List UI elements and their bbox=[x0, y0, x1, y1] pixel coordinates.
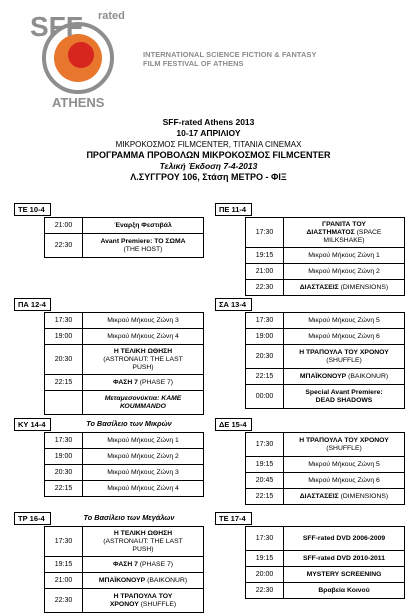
screening-title: Έναρξη Φεστιβάλ bbox=[114, 221, 172, 229]
table-row bbox=[44, 345, 204, 375]
screening-title: ΔΙΑΣΤΑΣΕΙΣ bbox=[299, 492, 339, 500]
screening-title: MYSTERY SCREENING bbox=[306, 570, 382, 578]
day-label: ΚΥ 14-4 bbox=[14, 418, 51, 431]
header-edition: Τελική Έκδοση 7-4-2013 bbox=[159, 161, 258, 171]
festival-name bbox=[143, 50, 316, 68]
screening-time: 17:30 bbox=[45, 313, 83, 328]
screening-time: 17:30 bbox=[246, 527, 284, 550]
screening-time: 22:30 bbox=[45, 589, 83, 612]
screening-subtitle-cont: PUSH) bbox=[132, 545, 154, 553]
day-label: ΣΑ 13-4 bbox=[215, 298, 252, 311]
screening-time: 22:15 bbox=[246, 369, 284, 384]
screening-time: 17:30 bbox=[45, 527, 83, 556]
table-row bbox=[44, 526, 204, 557]
screening-title: Μικρού Μήκους Ζώνη 6 bbox=[308, 476, 380, 484]
table-row bbox=[44, 391, 204, 415]
screening-time: 20:30 bbox=[246, 345, 284, 368]
table-row bbox=[44, 465, 204, 481]
screening-title: ΓΡΑΝΙΤΑ ΤΟΥ bbox=[322, 220, 366, 228]
table-row bbox=[245, 583, 405, 599]
screening-time: 19:15 bbox=[246, 457, 284, 472]
screening-time: 17:30 bbox=[246, 433, 284, 456]
screening-title: Η ΤΕΛΙΚΗ ΩΘΗΣΗ bbox=[113, 347, 173, 355]
screening-time: 22:30 bbox=[246, 583, 284, 598]
table-row bbox=[245, 567, 405, 583]
table-row bbox=[245, 432, 405, 457]
day-block-th-11-4 bbox=[215, 203, 405, 291]
screening-time: 17:30 bbox=[45, 433, 83, 448]
logo-letters: SFF bbox=[30, 11, 83, 42]
table-row bbox=[44, 449, 204, 465]
screening-title: Βραβεία Κοινού bbox=[318, 586, 370, 594]
day-label: ΤΕ 17-4 bbox=[215, 512, 252, 525]
day-block-su-14-4 bbox=[14, 418, 204, 492]
screening-subtitle: (SPACE bbox=[356, 228, 382, 236]
screening-title: Μικρού Μήκους Ζώνη 2 bbox=[308, 267, 380, 275]
table-row bbox=[245, 312, 405, 329]
header-program: ΠΡΟΓΡΑΜΜΑ ΠΡΟΒΟΛΩΝ ΜΙΚΡΟΚΟΣΜΟΣ FILMCENTER bbox=[86, 150, 331, 160]
screening-title-cont: ΔΙΑΣΤΗΜΑΤΟΣ bbox=[306, 228, 355, 236]
screening-title: Μικρού Μήκους Ζώνη 5 bbox=[308, 316, 380, 324]
table-row bbox=[245, 526, 405, 551]
page-header bbox=[0, 117, 417, 183]
screening-time: 22:30 bbox=[45, 234, 83, 257]
screening-subtitle: (ASTRONAUT: THE LAST bbox=[103, 537, 183, 545]
screening-title: ΔΙΑΣΤΑΣΕΙΣ bbox=[299, 283, 339, 291]
schedule-table bbox=[44, 312, 204, 415]
screening-subtitle-cont: MILKSHAKE) bbox=[323, 236, 365, 244]
day-block-fr-12-4 bbox=[14, 298, 204, 410]
screening-time bbox=[45, 391, 83, 414]
screening-subtitle: (PHASE 7) bbox=[139, 560, 174, 568]
screening-subtitle: (THE HOST) bbox=[123, 245, 163, 253]
day-subtitle: Το Βασίλειο των Μικρών bbox=[86, 419, 172, 428]
screening-subtitle: (BAIKONUR) bbox=[348, 372, 389, 380]
table-row bbox=[245, 385, 405, 409]
day-block-sa-13-4 bbox=[215, 298, 405, 404]
table-row bbox=[245, 551, 405, 567]
header-dates: 10-17 ΑΠΡΙΛΙΟΥ bbox=[176, 128, 241, 138]
table-row bbox=[44, 557, 204, 573]
screening-subtitle: (DIMENSIONS) bbox=[340, 492, 389, 500]
screening-time: 19:15 bbox=[246, 248, 284, 263]
screening-subtitle-cont: PUSH) bbox=[132, 363, 154, 371]
screening-title: Avant Premiere: ΤΟ ΣΩΜΑ bbox=[100, 237, 186, 245]
table-row bbox=[44, 375, 204, 391]
festival-name-line1: INTERNATIONAL SCIENCE FICTION & FANTASY bbox=[143, 50, 317, 59]
screening-title: Special Avant Premiere: bbox=[305, 388, 383, 396]
screening-title: Η ΤΡΑΠΟΥΛΑ ΤΟΥ ΧΡΟΝΟΥ bbox=[299, 436, 389, 444]
schedule-table bbox=[245, 526, 405, 599]
table-row bbox=[44, 312, 204, 329]
table-row bbox=[44, 481, 204, 497]
screening-title: Μικρού Μήκους Ζώνη 3 bbox=[107, 468, 179, 476]
table-row bbox=[245, 264, 405, 280]
screening-time: 19:15 bbox=[45, 557, 83, 572]
logo-city: ATHENS bbox=[52, 95, 105, 110]
day-block-we-10-4 bbox=[14, 203, 204, 253]
header-title: SFF-rated Athens 2013 bbox=[162, 117, 255, 127]
table-row bbox=[44, 573, 204, 589]
header-address: Λ.ΣΥΓΓΡΟΥ 106, Στάση ΜΕΤΡΟ - ΦΙΞ bbox=[130, 172, 287, 182]
day-block-we-17-4 bbox=[215, 512, 405, 594]
table-row bbox=[44, 329, 204, 345]
screening-title: Η ΤΡΑΠΟΥΛΑ ΤΟΥ bbox=[113, 592, 173, 600]
screening-time: 19:00 bbox=[45, 449, 83, 464]
screening-time: 21:00 bbox=[45, 218, 83, 233]
sff-rated-athens-logo bbox=[18, 6, 138, 110]
screening-title-cont: DEAD SHADOWS bbox=[315, 396, 373, 404]
screening-subtitle: (DIMENSIONS) bbox=[340, 283, 389, 291]
screening-time: 22:30 bbox=[246, 280, 284, 295]
day-label: ΔΕ 15-4 bbox=[215, 418, 252, 431]
screening-title: Μεταμεσονύκτια: ΚΑΜΕ bbox=[104, 394, 182, 402]
day-block-tu-16-4 bbox=[14, 512, 204, 608]
screening-title: ΦΑΣΗ 7 bbox=[112, 560, 138, 568]
screening-subtitle: (PHASE 7) bbox=[139, 378, 174, 386]
screening-title-cont: ΧΡΟΝΟΥ bbox=[109, 600, 139, 608]
table-row bbox=[245, 217, 405, 248]
schedule-table bbox=[44, 432, 204, 497]
screening-subtitle: (SHUFFLE) bbox=[326, 444, 362, 452]
screening-title: ΜΠΑΪΚΟΝΟΥΡ bbox=[299, 372, 347, 380]
day-subtitle: Το Βασίλειο των Μεγάλων bbox=[83, 513, 175, 522]
screening-time: 22:15 bbox=[45, 481, 83, 496]
screening-time: 20:45 bbox=[246, 473, 284, 488]
screening-time: 19:00 bbox=[45, 329, 83, 344]
screening-subtitle: (ASTRONAUT: THE LAST bbox=[103, 355, 183, 363]
screening-title: ΦΑΣΗ 7 bbox=[112, 378, 138, 386]
table-row bbox=[44, 234, 204, 258]
table-row bbox=[44, 589, 204, 613]
table-row bbox=[44, 217, 204, 234]
schedule-table bbox=[245, 217, 405, 296]
schedule-table bbox=[245, 432, 405, 505]
schedule-table bbox=[245, 312, 405, 409]
screening-title: Μικρού Μήκους Ζώνη 3 bbox=[107, 316, 179, 324]
screening-time: 19:15 bbox=[246, 551, 284, 566]
screening-title: Μικρού Μήκους Ζώνη 4 bbox=[107, 484, 179, 492]
screening-title: Μικρού Μήκους Ζώνη 4 bbox=[107, 332, 179, 340]
table-row bbox=[245, 369, 405, 385]
screening-title: Μικρού Μήκους Ζώνη 5 bbox=[308, 460, 380, 468]
screening-title: Η ΤΕΛΙΚΗ ΩΘΗΣΗ bbox=[113, 529, 173, 537]
screening-title-cont: ΚΟUMMANDO bbox=[120, 402, 166, 410]
table-row bbox=[245, 329, 405, 345]
screening-title: Η ΤΡΑΠΟΥΛΑ ΤΟΥ ΧΡΟΝΟΥ bbox=[299, 348, 389, 356]
screening-time: 22:15 bbox=[246, 489, 284, 504]
screening-time: 20:00 bbox=[246, 567, 284, 582]
screening-time: 22:15 bbox=[45, 375, 83, 390]
screening-time: 20:30 bbox=[45, 345, 83, 374]
table-row bbox=[44, 432, 204, 449]
screening-title: SFF-rated DVD 2010-2011 bbox=[303, 554, 385, 562]
screening-time: 00:00 bbox=[246, 385, 284, 408]
screening-title: SFF-rated DVD 2006-2009 bbox=[302, 534, 386, 542]
screening-time: 19:00 bbox=[246, 329, 284, 344]
screening-time: 17:30 bbox=[246, 313, 284, 328]
table-row bbox=[245, 248, 405, 264]
table-row bbox=[245, 280, 405, 296]
screening-time: 17:30 bbox=[246, 218, 284, 247]
table-row bbox=[245, 473, 405, 489]
screening-subtitle: (SHUFFLE) bbox=[326, 356, 362, 364]
schedule-table bbox=[44, 217, 204, 258]
day-label: ΤΕ 10-4 bbox=[14, 203, 51, 216]
logo-rated: rated bbox=[98, 10, 125, 22]
screening-subtitle: (BAIKONUR) bbox=[147, 576, 188, 584]
day-label: ΠΕ 11-4 bbox=[215, 203, 252, 216]
screening-title: Μικρού Μήκους Ζώνη 2 bbox=[107, 452, 179, 460]
header-venues: ΜΙΚΡΟΚΟΣΜΟΣ FILMCENTER, TITANIA CINEMAX bbox=[115, 140, 302, 149]
table-row bbox=[245, 489, 405, 505]
screening-time: 20:30 bbox=[45, 465, 83, 480]
screening-subtitle: (SHUFFLE) bbox=[140, 600, 177, 608]
day-label: ΤΡ 16-4 bbox=[14, 512, 51, 525]
table-row bbox=[245, 457, 405, 473]
screening-title: ΜΠΑΪΚΟΝΟΥΡ bbox=[98, 576, 146, 584]
screening-time: 21:00 bbox=[246, 264, 284, 279]
day-block-mo-15-4 bbox=[215, 418, 405, 500]
table-row bbox=[245, 345, 405, 369]
screening-time: 21:00 bbox=[45, 573, 83, 588]
screening-title: Μικρού Μήκους Ζώνη 1 bbox=[308, 251, 380, 259]
screening-title: Μικρού Μήκους Ζώνη 6 bbox=[308, 332, 380, 340]
festival-name-line2: FILM FESTIVAL OF ATHENS bbox=[143, 59, 244, 68]
day-label: ΠΑ 12-4 bbox=[14, 298, 51, 311]
screening-title: Μικρού Μήκους Ζώνη 1 bbox=[107, 436, 179, 444]
